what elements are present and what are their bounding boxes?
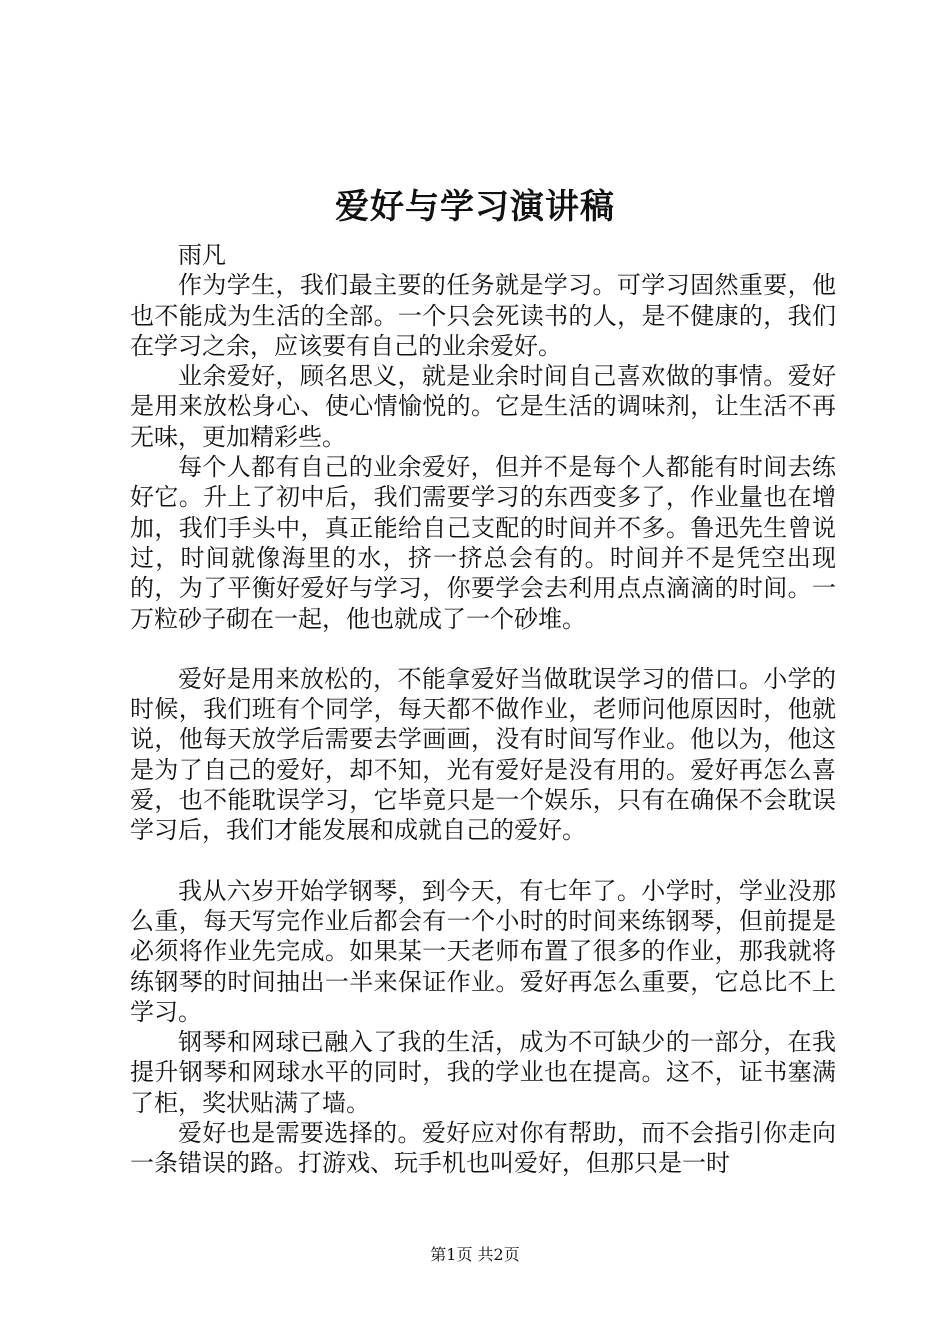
- paragraph: 每个人都有自己的业余爱好，但并不是每个人都能有时间去练好它。升上了初中后，我们需要学习的东西变多了，作业量也在增加，我们手头中，真正能给自己支配的时间并不多。鲁迅先生曾说过，时间就像海里的水，挤一挤总会有的。时间并不是凭空出现的，为了平衡好爱好与学习，你要学会去利用点点滴滴的时间。一万粒砂子砌在一起，他也就成了一个砂堆。: [130, 453, 836, 633]
- document-title: 爱好与学习演讲稿: [335, 187, 615, 227]
- paragraph: 业余爱好，顾名思义，就是业余时间自己喜欢做的事情。爱好是用来放松身心、使心情愉悦的。它是生活的调味剂，让生活不再无味，更加精彩些。: [130, 362, 836, 451]
- paragraph: 爱好也是需要选择的。爱好应对你有帮助，而不会指引你走向一条错误的路。打游戏、玩手机也叫爱好，但那只是一时: [130, 1119, 836, 1178]
- document-body: [130, 240, 836, 1179]
- paragraph: 我从六岁开始学钢琴，到今天，有七年了。小学时，学业没那么重，每天写完作业后都会有一个小时的时间来练钢琴，但前提是必须将作业先完成。如果某一天老师布置了很多的作业，那我就将练钢琴的时间抽出一半来保证作业。爱好再怎么重要，它总比不上学习。: [130, 876, 836, 1026]
- author-name: 雨凡: [178, 241, 226, 269]
- page-number-footer: 第1页 共2页: [430, 1245, 520, 1264]
- paragraph: 作为学生，我们最主要的任务就是学习。可学习固然重要，他也不能成为生活的全部。一个只会死读书的人，是不健康的，我们在学习之余，应该要有自己的业余爱好。: [130, 271, 836, 360]
- paragraph: 爱好是用来放松的，不能拿爱好当做耽误学习的借口。小学的时候，我们班有个同学，每天都不做作业，老师问他原因时，他就说，他每天放学后需要去学画画，没有时间写作业。他以为，他这是为了自己的爱好，却不知，光有爱好是没有用的。爱好再怎么喜爱，也不能耽误学习，它毕竟只是一个娱乐，只有在确保不会耽误学习后，我们才能发展和成就自己的爱好。: [130, 664, 836, 845]
- paragraph: 钢琴和网球已融入了我的生活，成为不可缺少的一部分，在我提升钢琴和网球水平的同时，我的学业也在提高。这不，证书塞满了柜，奖状贴满了墙。: [130, 1028, 836, 1117]
